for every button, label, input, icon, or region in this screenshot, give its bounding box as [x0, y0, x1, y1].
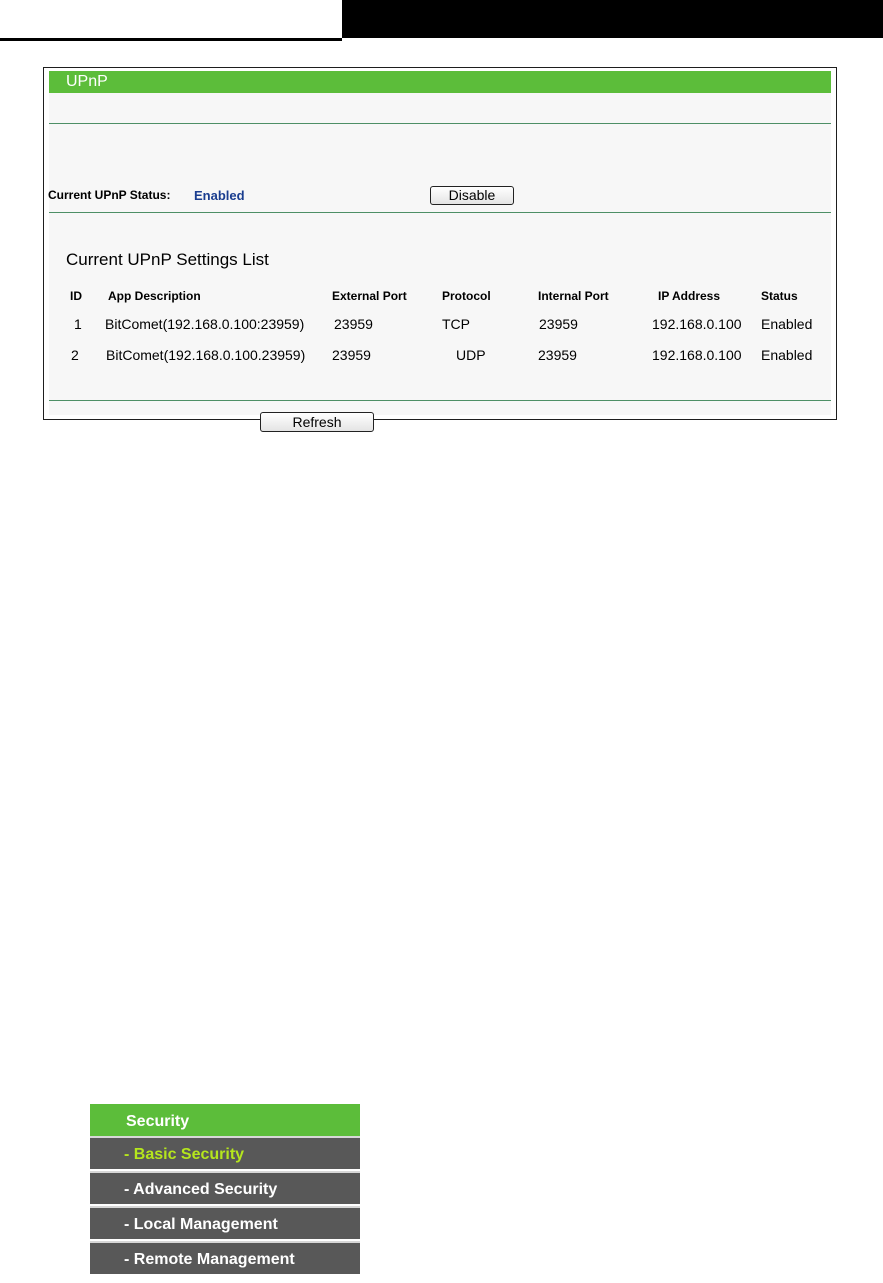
column-header: External Port — [332, 289, 407, 303]
row-cell-external-port: 23959 — [332, 347, 371, 363]
column-header: App Description — [108, 289, 201, 303]
divider — [49, 400, 831, 401]
row-cell-internal-port: 23959 — [538, 347, 577, 363]
row-cell-external-port: 23959 — [334, 316, 373, 332]
column-header: Internal Port — [538, 289, 609, 303]
divider — [49, 212, 831, 213]
column-header: IP Address — [658, 289, 721, 303]
disable-button[interactable]: Disable — [430, 186, 514, 205]
menu-item-basic-security[interactable]: - Basic Security — [90, 1136, 360, 1169]
menu-item-remote-management[interactable]: - Remote Management — [90, 1241, 360, 1274]
row-cell-protocol: TCP — [442, 316, 470, 332]
row-cell-status: Enabled — [761, 316, 813, 332]
menu-header-security[interactable]: Security — [90, 1104, 360, 1136]
header-black-bar — [342, 0, 883, 38]
status-label: Current UPnP Status: — [48, 188, 171, 202]
upnp-panel — [43, 67, 837, 430]
panel-content — [48, 93, 831, 430]
menu-item-local-management[interactable]: - Local Management — [90, 1206, 360, 1239]
status-value: Enabled — [194, 188, 245, 203]
row-cell-id: 2 — [71, 347, 79, 363]
row-cell-ip-address: 192.168.0.100 — [652, 347, 742, 363]
row-cell-app-description: BitComet(192.168.0.100:23959) — [105, 316, 305, 332]
panel-title: UPnP — [49, 71, 831, 93]
row-cell-status: Enabled — [761, 347, 813, 363]
row-cell-internal-port: 23959 — [539, 316, 578, 332]
refresh-button[interactable]: Refresh — [260, 412, 374, 432]
row-cell-app-description: BitComet(192.168.0.100.23959) — [106, 347, 306, 363]
column-header: ID — [70, 289, 82, 303]
document-header — [0, 0, 883, 42]
row-cell-id: 1 — [74, 316, 82, 332]
header-rule — [0, 38, 342, 41]
column-header: Protocol — [442, 289, 491, 303]
menu-item-advanced-security[interactable]: - Advanced Security — [90, 1171, 360, 1204]
settings-list-title: Current UPnP Settings List — [66, 250, 269, 269]
header-left — [0, 0, 342, 38]
row-cell-protocol: UDP — [456, 347, 486, 363]
column-header: Status — [761, 289, 798, 303]
divider — [49, 123, 831, 124]
row-cell-ip-address: 192.168.0.100 — [652, 316, 742, 332]
